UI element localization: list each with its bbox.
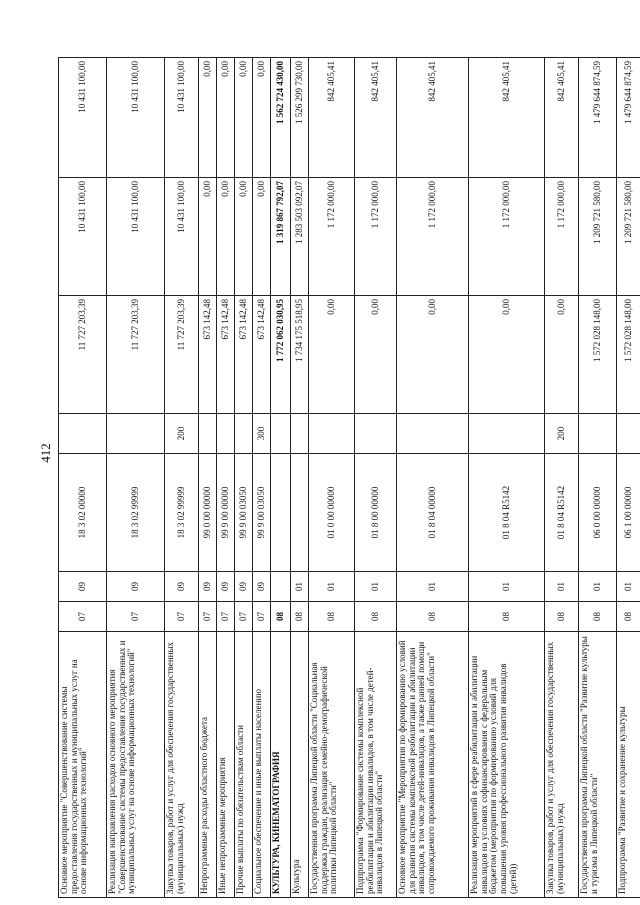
amount-col-3: 842 405,41 (469, 58, 545, 178)
row-name: Непрограммные расходы областного бюджета (199, 632, 217, 898)
amount-col-1: 673 142,48 (235, 296, 253, 414)
target-article-code: 06 1 00 00000 (617, 454, 640, 572)
expense-type-code (107, 414, 165, 454)
row-name: Культура (291, 632, 309, 898)
section-code: 08 (545, 602, 579, 632)
target-article-code: 99 0 00 00000 (199, 454, 217, 572)
expense-type-code: 200 (545, 414, 579, 454)
amount-col-1: 0,00 (355, 296, 397, 414)
amount-col-3: 10 431 100,00 (165, 58, 199, 178)
expense-type-code (469, 414, 545, 454)
amount-col-3: 0,00 (253, 58, 271, 178)
expense-type-code (59, 414, 107, 454)
row-name: Иные непрограммные мероприятия (217, 632, 235, 898)
row-name: Реализация мероприятий в сфере реабилитации и абилитации инвалидов на условиях софинансирования с федеральным бюджетом (мероприятия по формированию условий для повышения уровня профессионального развития инвалидов (детей)) (469, 632, 545, 898)
section-code: 08 (271, 602, 291, 632)
target-article-code: 01 0 00 00000 (309, 454, 355, 572)
section-code: 08 (355, 602, 397, 632)
target-article-code: 18 3 02 99999 (165, 454, 199, 572)
section-code: 08 (397, 602, 469, 632)
amount-col-3: 842 405,41 (397, 58, 469, 178)
table-row (235, 58, 253, 898)
section-code: 07 (199, 602, 217, 632)
section-code: 07 (59, 602, 107, 632)
amount-col-1: 11 727 203,39 (59, 296, 107, 414)
expense-type-code: 200 (165, 414, 199, 454)
target-article-code: 99 9 00 00000 (217, 454, 235, 572)
subsection-code: 01 (579, 572, 617, 602)
subsection-code: 01 (355, 572, 397, 602)
amount-col-2: 10 431 100,00 (107, 178, 165, 296)
amount-col-1: 1 734 175 518,95 (291, 296, 309, 414)
amount-col-2: 1 209 721 580,00 (579, 178, 617, 296)
budget-table-container (58, 58, 633, 898)
amount-col-2: 1 209 721 580,00 (617, 178, 640, 296)
amount-col-3: 1 479 644 874,59 (579, 58, 617, 178)
subsection-code: 09 (59, 572, 107, 602)
subsection-code: 01 (397, 572, 469, 602)
table-row (579, 58, 617, 898)
amount-col-3: 10 431 100,00 (59, 58, 107, 178)
amount-col-2: 0,00 (253, 178, 271, 296)
subsection-code: 01 (291, 572, 309, 602)
amount-col-1: 0,00 (469, 296, 545, 414)
amount-col-2: 1 319 867 792,07 (271, 178, 291, 296)
section-code: 07 (217, 602, 235, 632)
target-article-code: 18 3 02 00000 (59, 454, 107, 572)
subsection-code: 09 (199, 572, 217, 602)
target-article-code: 01 8 04 00000 (397, 454, 469, 572)
amount-col-3: 842 405,41 (355, 58, 397, 178)
table-row (271, 58, 291, 898)
amount-col-1: 0,00 (309, 296, 355, 414)
amount-col-3: 842 405,41 (545, 58, 579, 178)
target-article-code: 01 8 04 R5142 (469, 454, 545, 572)
table-row (217, 58, 235, 898)
table-row (199, 58, 217, 898)
amount-col-1: 11 727 203,39 (107, 296, 165, 414)
expense-type-code (217, 414, 235, 454)
subsection-code (271, 572, 291, 602)
amount-col-3: 0,00 (235, 58, 253, 178)
amount-col-3: 1 526 299 730,00 (291, 58, 309, 178)
table-row (107, 58, 165, 898)
amount-col-1: 673 142,48 (217, 296, 235, 414)
amount-col-2: 10 431 100,00 (165, 178, 199, 296)
amount-col-2: 1 172 000,00 (397, 178, 469, 296)
amount-col-2: 1 172 000,00 (469, 178, 545, 296)
target-article-code: 99 9 00 03050 (235, 454, 253, 572)
amount-col-1: 673 142,48 (199, 296, 217, 414)
row-name: Закупка товаров, работ и услуг для обеспечения государственных (муниципальных) нужд (165, 632, 199, 898)
subsection-code: 01 (309, 572, 355, 602)
expense-type-code (235, 414, 253, 454)
target-article-code: 01 8 04 R5142 (545, 454, 579, 572)
expense-type-code (617, 414, 640, 454)
row-name: Реализация направления расходов основного мероприятия "Совершенствование системы предоставления государственных и муниципальных услуг на основе информационных технологий" (107, 632, 165, 898)
row-name: Государственная программа Липецкой области "Развитие культуры и туризма в Липецкой области" (579, 632, 617, 898)
subsection-code: 01 (545, 572, 579, 602)
subsection-code: 09 (217, 572, 235, 602)
amount-col-3: 1 479 644 874,59 (617, 58, 640, 178)
row-name: Основное мероприятие "Мероприятия по формированию условий для развития системы комплексной реабилитации и абилитации инвалидов, в том числе детей-инвалидов, а также ранней помощи сопровождаемого проживания инвалидов в Липецкой области" (397, 632, 469, 898)
amount-col-1: 1 572 028 148,00 (579, 296, 617, 414)
row-name: КУЛЬТУРА, КИНЕМАТОГРАФИЯ (271, 632, 291, 898)
target-article-code: 01 8 00 00000 (355, 454, 397, 572)
table-row (617, 58, 640, 898)
target-article-code (271, 454, 291, 572)
section-code: 08 (309, 602, 355, 632)
section-code: 08 (291, 602, 309, 632)
row-name: Закупка товаров, работ и услуг для обеспечения государственных (муниципальных) нужд (545, 632, 579, 898)
section-code: 07 (165, 602, 199, 632)
section-code: 07 (253, 602, 271, 632)
table-row (291, 58, 309, 898)
subsection-code: 01 (617, 572, 640, 602)
section-code: 08 (579, 602, 617, 632)
amount-col-1: 0,00 (397, 296, 469, 414)
amount-col-3: 0,00 (199, 58, 217, 178)
subsection-code: 09 (253, 572, 271, 602)
amount-col-1: 1 572 028 148,00 (617, 296, 640, 414)
subsection-code: 09 (107, 572, 165, 602)
table-row (545, 58, 579, 898)
subsection-code: 01 (469, 572, 545, 602)
expense-type-code (271, 414, 291, 454)
section-code: 07 (235, 602, 253, 632)
table-row (469, 58, 545, 898)
target-article-code: 06 0 00 00000 (579, 454, 617, 572)
row-name: Государственная программа Липецкой области "Социальная поддержка граждан, реализация семейно-демографической политики Липецкой области" (309, 632, 355, 898)
expense-type-code (309, 414, 355, 454)
budget-table (58, 57, 640, 898)
section-code: 08 (617, 602, 640, 632)
amount-col-3: 842 405,41 (309, 58, 355, 178)
amount-col-3: 0,00 (217, 58, 235, 178)
amount-col-2: 1 172 000,00 (309, 178, 355, 296)
amount-col-1: 0,00 (545, 296, 579, 414)
page-number: 412 (37, 443, 53, 463)
target-article-code (291, 454, 309, 572)
table-row (165, 58, 199, 898)
amount-col-2: 1 172 000,00 (355, 178, 397, 296)
expense-type-code (291, 414, 309, 454)
row-name: Подпрограмма "Развитие и сохранение культуры (617, 632, 640, 898)
amount-col-3: 1 562 724 430,00 (271, 58, 291, 178)
amount-col-2: 0,00 (235, 178, 253, 296)
row-name: Основное мероприятие "Совершенствование системы предоставления государственных и муниципальных услуг на основе информационных технологий" (59, 632, 107, 898)
amount-col-2: 1 283 503 092,07 (291, 178, 309, 296)
section-code: 07 (107, 602, 165, 632)
amount-col-2: 1 172 000,00 (545, 178, 579, 296)
expense-type-code (579, 414, 617, 454)
subsection-code: 09 (165, 572, 199, 602)
row-name: Прочие выплаты по обязательствам области (235, 632, 253, 898)
expense-type-code (397, 414, 469, 454)
row-name: Социальное обеспечение и иные выплаты населению (253, 632, 271, 898)
amount-col-1: 11 727 203,39 (165, 296, 199, 414)
target-article-code: 99 9 00 03050 (253, 454, 271, 572)
target-article-code: 18 3 02 99999 (107, 454, 165, 572)
amount-col-1: 673 142,48 (253, 296, 271, 414)
amount-col-2: 10 431 100,00 (59, 178, 107, 296)
section-code: 08 (469, 602, 545, 632)
table-row (309, 58, 355, 898)
expense-type-code: 300 (253, 414, 271, 454)
amount-col-2: 0,00 (199, 178, 217, 296)
row-name: Подпрограмма "Формирование системы комплексной реабилитации и абилитации инвалидов, в том числе детей-инвалидов в Липецкой области" (355, 632, 397, 898)
amount-col-2: 0,00 (217, 178, 235, 296)
expense-type-code (199, 414, 217, 454)
table-row (355, 58, 397, 898)
table-row (59, 58, 107, 898)
table-row (253, 58, 271, 898)
expense-type-code (355, 414, 397, 454)
amount-col-1: 1 772 062 030,95 (271, 296, 291, 414)
amount-col-3: 10 431 100,00 (107, 58, 165, 178)
subsection-code: 09 (235, 572, 253, 602)
table-row (397, 58, 469, 898)
